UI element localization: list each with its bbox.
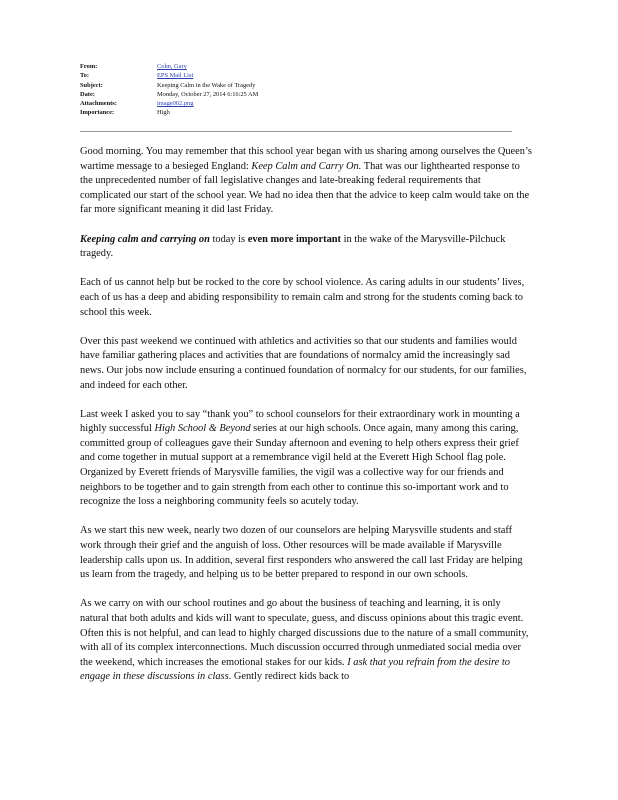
paragraph-2-lead: Keeping calm and carrying on: [80, 233, 210, 245]
to-value[interactable]: EPS Mail List: [157, 72, 194, 80]
email-body: [80, 145, 532, 700]
paragraph-2-rest: in the wake of the Marysville-Pilchuck tragedy.: [80, 233, 506, 260]
header-row-date: [80, 90, 520, 99]
paragraph-5: [80, 408, 532, 510]
subject-label: Subject:: [80, 81, 103, 89]
paragraph-2-strong: even more important: [247, 233, 342, 245]
date-label: Date:: [80, 90, 95, 98]
paragraph-7-emphasis: I ask that you refrain from the desire to engage in these discussions in class: [80, 656, 510, 683]
subject-value: Keeping Calm in the Wake of Tragedy: [157, 81, 256, 89]
paragraph-6: As we start this new week, nearly two dozen of our counselors are helping Marysville students and staff work through their grief and the anguish of loss. Other resources will be made available if Marysville leadership calls upon us. In addition, several first responders who answered the call last Friday are helping us learn from the tragedy, and helping us to be better prepared to respond in our own schools.: [80, 525, 523, 581]
paragraph-3: Each of us cannot help but be rocked to the core by school violence. As caring adults in our students’ lives, each of us has a deep and abiding responsibility to remain calm and strong for the students coming back to school this week.: [80, 277, 525, 318]
paragraph-7-text: As we carry on with our school routines and go about the business of teaching and learning, it is only natural that both adults and kids will want to speculate, guess, and discuss opinions about this tragic event. Often this is not helpful, and can lead to highly charged discussions due to the nature of a small community, with all of its complex interconnections. Much discussion occurred through unmediated social media over the weekend, which increases the emotional stakes for our kids.: [80, 598, 529, 668]
to-label: To:: [80, 72, 89, 80]
attachments-label: Attachments:: [80, 100, 117, 108]
from-label: From:: [80, 63, 98, 70]
attachment-link[interactable]: image002.png: [157, 100, 194, 108]
email-header: [80, 62, 520, 118]
paragraph-1-rest: That was our lighthearted response to the unprecedented number of fall legislative changes and late-breaking federal requirements that complicated our start of the school year. We had no idea then that the advice to keep calm would take on the far more significant meaning it did last Friday.: [80, 160, 530, 216]
paragraph-1: [80, 145, 532, 218]
paragraph-4: Over this past weekend we continued with athletics and activities so that our students and families would have familiar gathering places and activities that are foundations of normalcy amid the increasingly sad news. Our jobs now include ensuring a continued foundation of normalcy for our students, for our families, and indeed for each other.: [80, 335, 527, 391]
date-value: Monday, October 27, 2014 6:16:25 AM: [157, 90, 259, 98]
paragraph-1-text: Good morning. You may remember that this school year began with us sharing among ourselves the Queen’s wartime message to a besieged England:: [80, 146, 532, 172]
paragraph-7: [80, 597, 532, 685]
header-row-from: [80, 62, 520, 71]
paragraph-2-mid: today is: [209, 233, 248, 245]
header-row-importance: [80, 108, 520, 117]
paragraph-1-emphasis: Keep Calm and Carry On.: [251, 160, 362, 172]
header-divider: [80, 131, 512, 132]
header-row-subject: [80, 81, 520, 90]
header-row-attachments: [80, 99, 520, 108]
paragraph-5-text: Last week I asked you to say “thank you” to school counselors for their extraordinary work in mounting a highly successful: [80, 408, 520, 435]
header-row-to: [80, 71, 520, 80]
paragraph-7-rest: . Gently redirect kids back to: [228, 671, 350, 683]
paragraph-5-emphasis: High School & Beyond: [154, 423, 251, 435]
importance-value: High: [157, 109, 170, 117]
importance-label: Importance:: [80, 109, 115, 117]
paragraph-2: [80, 233, 532, 262]
paragraph-5-rest: series at our high schools. Once again, many among this caring, committed group of colleagues gave their Sunday afternoon and evening to help others express their grief and come together in mutual support at a remembrance vigil held at the Everett High School flag pole. Organized by Everett friends of Marysville families, the vigil was a collective way for our friends and neighbors to be together and to gain strength from each other to continue this so-important work and to recognize the loss a neighboring community feels so acutely today.: [80, 423, 519, 508]
from-value[interactable]: Cohn, Gary: [157, 63, 187, 70]
